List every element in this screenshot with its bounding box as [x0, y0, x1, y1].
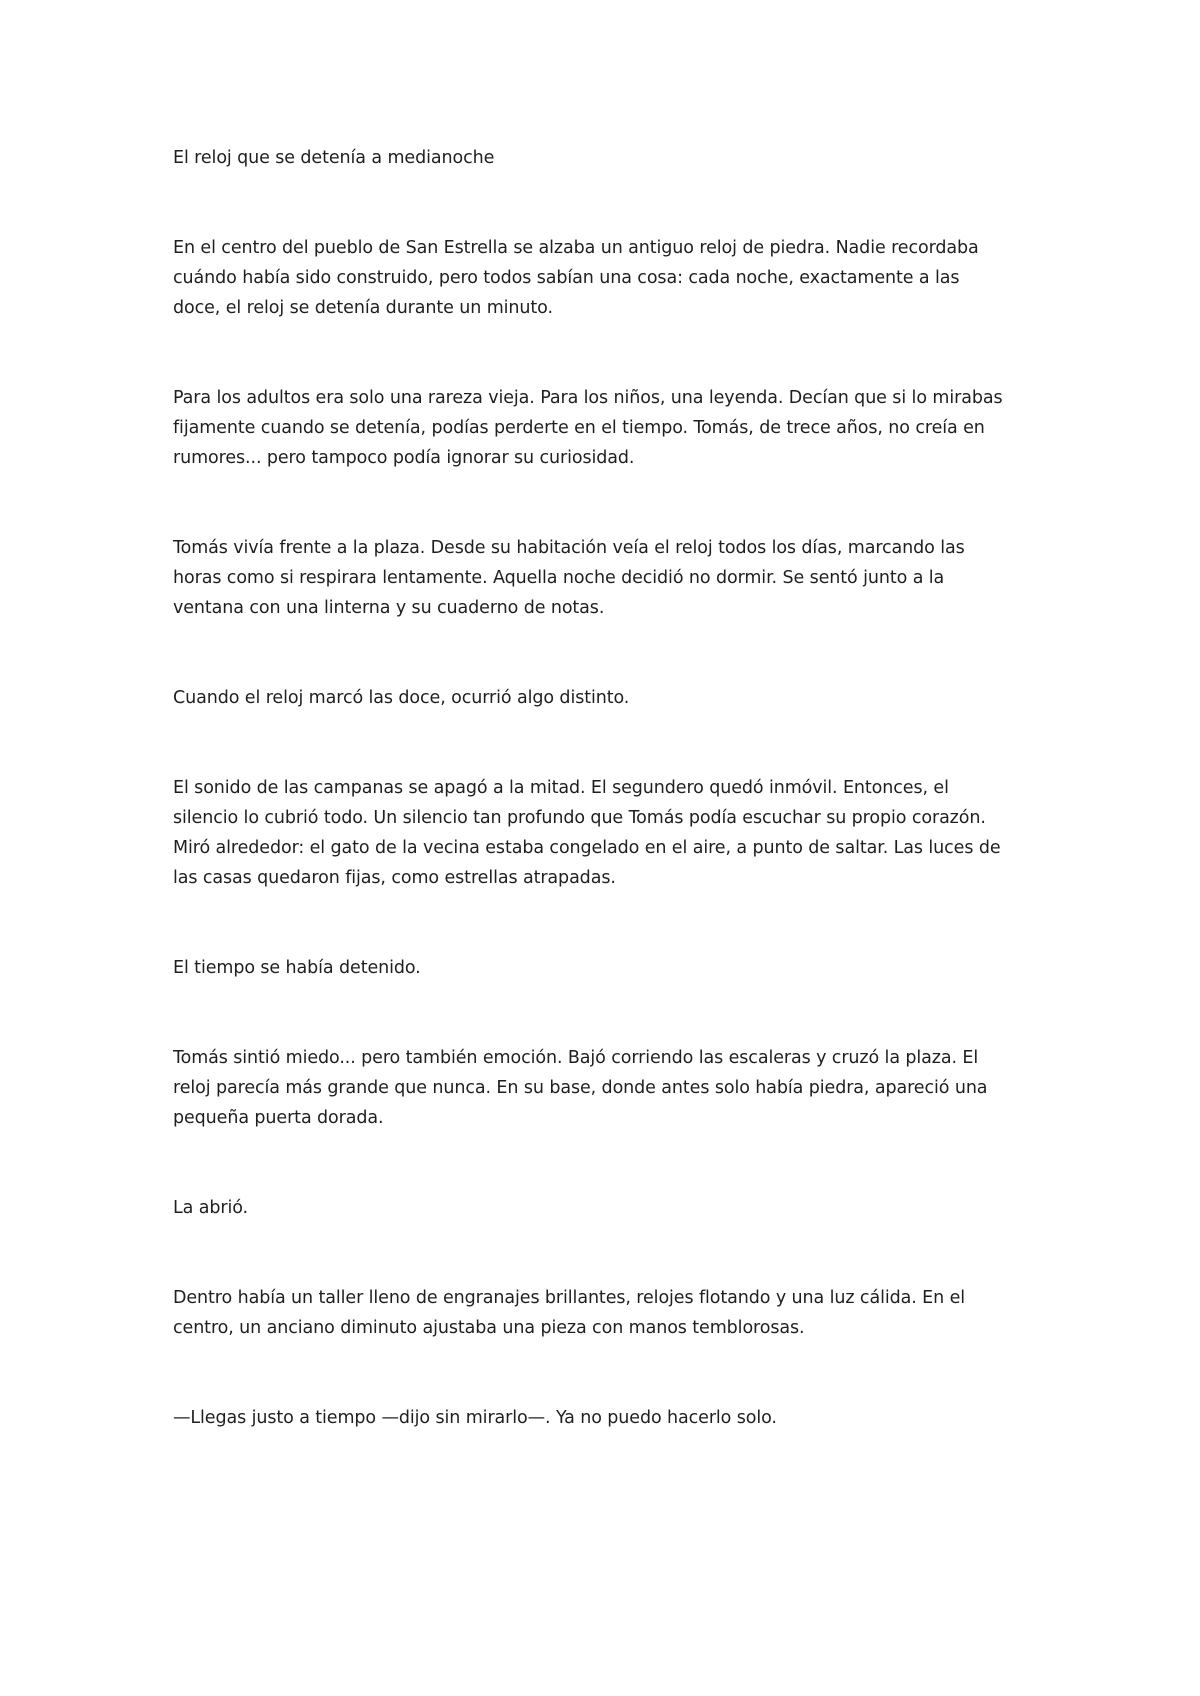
paragraph-line: fijamente cuando se detenía, podías perderte en el tiempo. Tomás, de trece años, no creía en — [173, 418, 985, 438]
paragraph-line: rumores... pero tampoco podía ignorar su curiosidad. — [173, 448, 635, 468]
paragraph-line: Cuando el reloj marcó las doce, ocurrió algo distinto. — [173, 688, 630, 708]
paragraph-line: reloj parecía más grande que nunca. En su base, donde antes solo había piedra, apareció una — [173, 1078, 988, 1098]
paragraph-line: La abrió. — [173, 1198, 248, 1218]
paragraph-line: En el centro del pueblo de San Estrella se alzaba un antiguo reloj de piedra. Nadie recordaba — [173, 238, 979, 258]
document-page — [173, 0, 1033, 1696]
paragraph-line: Para los adultos era solo una rareza vieja. Para los niños, una leyenda. Decían que si lo mirabas — [173, 388, 1003, 408]
paragraph-line: pequeña puerta dorada. — [173, 1108, 384, 1128]
paragraph-line: horas como si respirara lentamente. Aquella noche decidió no dormir. Se sentó junto a la — [173, 568, 945, 588]
paragraph-line: Tomás vivía frente a la plaza. Desde su habitación veía el reloj todos los días, marcando las — [173, 538, 965, 558]
paragraph-line: Miró alrededor: el gato de la vecina estaba congelado en el aire, a punto de saltar. Las luces de — [173, 838, 1001, 858]
paragraph-line: cuándo había sido construido, pero todos sabían una cosa: cada noche, exactamente a las — [173, 268, 960, 288]
paragraph-line: El sonido de las campanas se apagó a la mitad. El segundero quedó inmóvil. Entonces, el — [173, 778, 949, 798]
paragraph-line: centro, un anciano diminuto ajustaba una pieza con manos temblorosas. — [173, 1318, 805, 1338]
paragraph-line: doce, el reloj se detenía durante un minuto. — [173, 298, 553, 318]
document-title: El reloj que se detenía a medianoche — [173, 148, 495, 168]
paragraph-line: ventana con una linterna y su cuaderno de notas. — [173, 598, 605, 618]
paragraph-line: —Llegas justo a tiempo —dijo sin mirarlo—. Ya no puedo hacerlo solo. — [173, 1408, 777, 1428]
paragraph-line: El tiempo se había detenido. — [173, 958, 421, 978]
paragraph-line: las casas quedaron fijas, como estrellas atrapadas. — [173, 868, 616, 888]
paragraph-line: Dentro había un taller lleno de engranajes brillantes, relojes flotando y una luz cálida. En el — [173, 1288, 965, 1308]
paragraph-line: silencio lo cubrió todo. Un silencio tan profundo que Tomás podía escuchar su propio corazón. — [173, 808, 986, 828]
paragraph-line: Tomás sintió miedo... pero también emoción. Bajó corriendo las escaleras y cruzó la plaza. El — [173, 1048, 979, 1068]
